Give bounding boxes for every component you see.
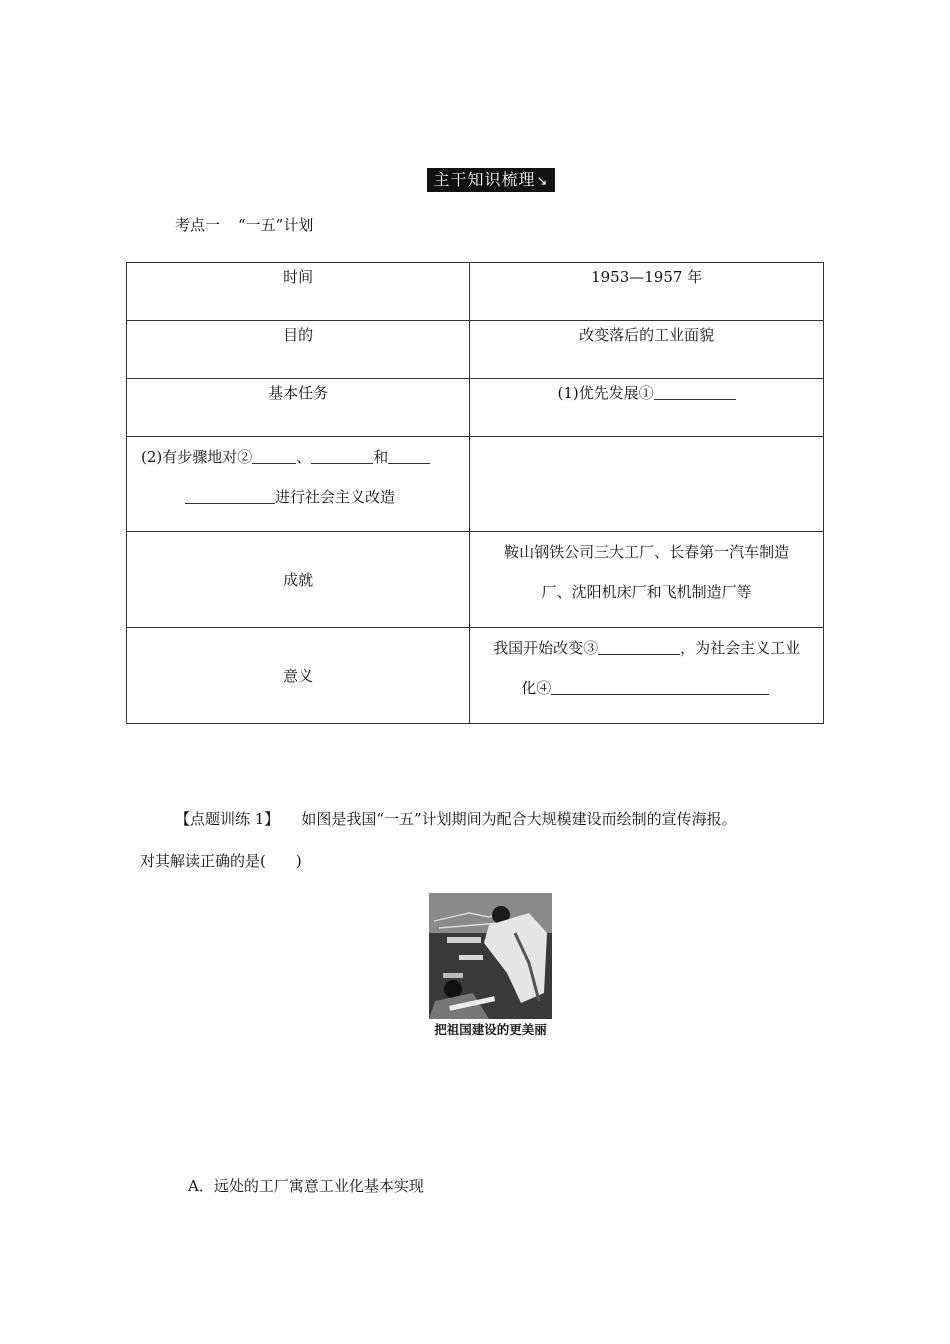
arrow-down-right-icon: ↘ [536,174,549,189]
table-row [127,532,824,628]
time-value: 1953—1957 年 [470,263,824,321]
section-title [175,214,313,235]
achievement-cell [470,532,824,628]
achievement-line-2: 厂、沈阳机床厂和飞机制造厂等 [541,583,752,601]
achievement-line-1: 鞍山钢铁公司三大工厂、长春第一汽车制造 [504,543,790,561]
option-a: A．远处的工厂寓意工业化基本实现 [188,1177,424,1195]
task-1-cell [470,379,824,437]
goal-value: 改变落后的工业面貌 [470,321,824,379]
table-row [127,263,824,321]
time-label: 时间 [127,263,470,321]
table-row [127,437,824,532]
section-banner [427,168,555,192]
task-2-suffix: 进行社会主义改造 [275,488,396,506]
answer-blank-3 [598,639,680,655]
question-text-1: 如图是我国“一五”计划期间为配合大规模建设而绘制的宣传海报。 [301,810,737,828]
task-label: 基本任务 [127,379,470,437]
answer-blank-2a [252,448,296,464]
answer-blank-4 [551,679,769,695]
question-line-1 [140,798,830,840]
banner-text: 主干知识梳理 [433,170,536,189]
section-number: 考点一 [175,216,221,234]
propaganda-poster [429,893,552,1038]
poster-figure-head [444,980,462,998]
table-row [127,628,824,724]
significance-line-2 [470,668,823,708]
answer-blank-1 [654,384,736,400]
section-heading: “一五”计划 [238,216,314,234]
question-tag: 【点题训练 1】 [175,810,280,828]
answer-blank-2d [185,488,275,504]
table-row [127,379,824,437]
achievement-label: 成就 [127,532,470,628]
significance-label: 意义 [127,628,470,724]
task-2-text: (2)有步骤地对② [141,448,253,466]
task-2-separator: 、 [296,448,312,466]
significance-text: 我国开始改变③ [493,639,599,657]
task-1-text: (1)优先发展① [557,384,654,402]
significance-suffix: ，为社会主义工业 [680,639,801,657]
practice-question [140,798,830,882]
empty-cell [470,437,824,532]
answer-blank-2b [311,448,373,464]
poster-caption: 把祖国建设的更美丽 [434,1022,547,1037]
poster-log [459,955,483,960]
task-2-conjunction: 和 [373,448,389,466]
question-text-2: 对其解读正确的是( ) [140,852,302,870]
task-2-cell [127,437,470,532]
significance-line-1 [470,628,823,668]
table-row [127,321,824,379]
significance-line-2-text: 化④ [521,679,552,697]
goal-label: 目的 [127,321,470,379]
significance-cell [470,628,824,724]
plan-table [126,262,824,724]
task-2-line-2 [127,477,469,517]
answer-blank-2c [388,448,430,464]
poster-log [447,937,481,943]
task-2-line-1 [127,437,469,477]
poster-log [443,973,463,978]
